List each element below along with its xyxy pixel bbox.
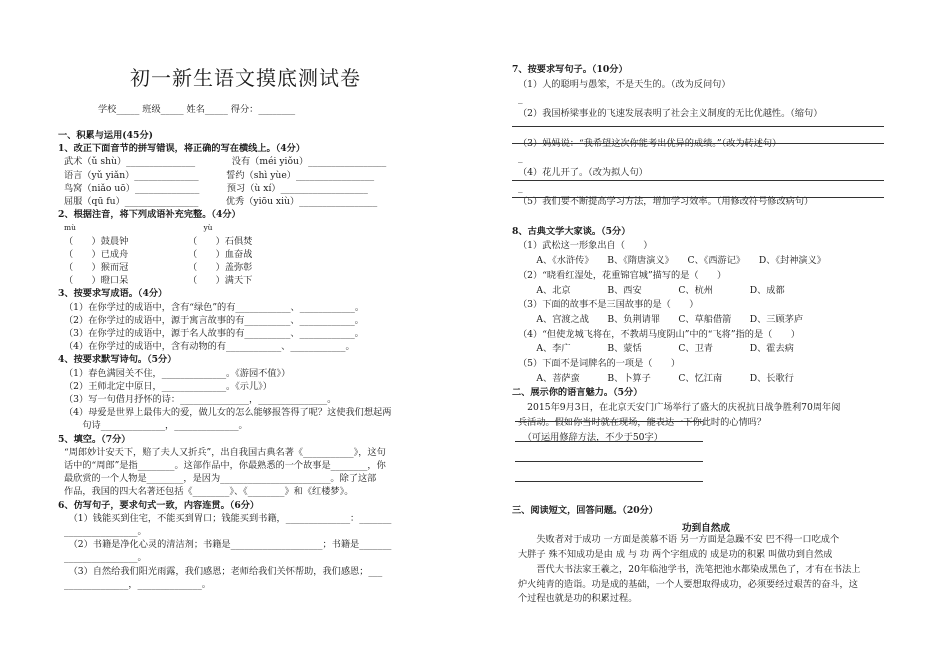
answer-line: [515, 421, 703, 422]
page-title: 初一新生语文摸底测试卷: [130, 66, 361, 90]
question-line: （2）书籍是净化心灵的清洁剂；书籍是____________________；书籍是_______: [64, 539, 392, 551]
question-line: （2）在你学过的成语中，源于寓言故事的有__________、____________。: [64, 314, 364, 326]
question-line: A、北京 B、西安 C、杭州 D、成都: [518, 284, 785, 296]
question-line: 鸟窝（niǎo uō）______________ 预习（ù xí）___________________: [64, 182, 368, 194]
question-line: 个过程也就是功的积累过程。: [518, 593, 638, 605]
question-line: 晋代大书法家王羲之，20年临池学书，洗笔把池水都染成黑色了，才有在书法上: [518, 563, 861, 575]
question-line: mù yù: [64, 223, 213, 233]
question-line: （2）我国桥梁事业的飞速发展表明了社会主义制度的无比优越性。（缩句）: [518, 108, 823, 120]
question-line: 2015年9月3日，在北京天安门广场举行了盛大的庆祝抗日战争胜利70周年阅: [518, 402, 841, 414]
question-line: 句诗______________，______________。: [64, 420, 248, 432]
question-line: （4）“但使龙城飞将在，不教胡马度阴山”中的“飞将”指的是（ ）: [518, 328, 800, 340]
question-line: （1）钱能买到住宅，不能买到胃口；钱能买到书籍，______________：_______: [64, 512, 392, 524]
question-line: （5）下面不是词牌名的一项是（ ）: [518, 358, 681, 369]
answer-line: [515, 461, 703, 462]
section-heading: 7、按要求写句子。（10分）: [512, 64, 628, 75]
question-line: 兵活动。假如你当时就在现场，能表达一下你此时的心情吗？: [518, 416, 767, 428]
question-line: 最欣赏的一个人物是________，是因为________________________。除了这部: [64, 473, 377, 485]
article-title: 功到自然成: [682, 522, 730, 534]
section-heading: 3、按要求写成语。（4分）: [58, 288, 168, 300]
question-line: 失败者对于成功 一方面是羡慕不语 另一方面是急躁不安 巴不得一口吃成个: [518, 534, 840, 546]
section-heading: 二、展示你的语言魅力。（5分）: [512, 387, 643, 399]
question-line: （1）武松这一形象出自（ ）: [518, 240, 653, 252]
question-line: 武术（ǔ shù）_______________ 没有（méi yiǒu）_________________: [64, 156, 387, 168]
question-line: （ ）瞪口呆 （ ）满天下: [64, 275, 253, 287]
question-line: （ ）猴而冠 （ ）盖弥彰: [64, 262, 253, 273]
question-line: _: [518, 93, 523, 105]
question-line: _: [518, 181, 523, 193]
answer-line: [512, 197, 884, 198]
question-line: （2）“晓看红湿处，花重锦官城”描写的是（ ）: [518, 269, 727, 281]
answer-line: [515, 441, 703, 442]
question-line: A、菩萨蛮 B、卜算子 C、忆江南 D、长歌行: [518, 372, 794, 384]
question-line: （3）写一句借月抒怀的诗：_______________，_______________。: [64, 394, 337, 405]
answer-line: [512, 180, 884, 181]
section-heading: 4、按要求默写诗句。（5分）: [58, 354, 177, 366]
question-line: 话中的“周郎”是指________。这部作品中，你最熟悉的一个故事是________，你: [64, 460, 386, 471]
question-line: （5）我们要不断提高学习方法，增加学习效率。（用修改符号修改病句）: [518, 196, 814, 208]
question-line: 语言（yǔ yiǎn）______________ 誓约（shì yùe）_________________: [64, 169, 375, 181]
question-line: （1）人的聪明与愚笨，不是天生的。（改为反问句）: [518, 78, 731, 90]
question-line: （1）春色满园关不住，______________。《游园不值》）: [64, 367, 291, 379]
question-line: ________________。: [64, 526, 147, 537]
question-line: A、李广 B、蒙恬 C、卫青 D、霍去病: [518, 343, 794, 355]
answer-line: [512, 126, 884, 127]
answer-line: [515, 481, 703, 482]
question-line: （4）母爱是世界上最伟大的爱，做儿女的怎么能够报答得了呢？这使我们想起两: [64, 407, 392, 419]
question-line: “周郎妙计安天下，赔了夫人又折兵”，出自我国古典名著《___________》，这句: [64, 446, 386, 458]
question-line: 屈服（qū fu）________________ 优秀（yiōu xiù）_________________: [64, 196, 378, 207]
question-line: （ ）已成舟 （ ）血奋战: [64, 248, 253, 260]
section-heading: 5、填空。（7分）: [58, 433, 131, 445]
question-line: A、《水浒传》 B、《隋唐演义》 C、《西游记》 D、《封神演义》: [518, 255, 826, 267]
question-line: （3）自然给我们阳光雨露，我们感恩；老师给我们关怀帮助，我们感恩；___: [64, 565, 383, 577]
question-line: A、宫渡之战 B、负荆请罪 C、草船借箭 D、三顾茅庐: [518, 313, 804, 325]
question-line: （可运用修辞方法，不少于50字）: [518, 431, 663, 443]
question-line: （3）在你学过的成语中，源于名人故事的有__________、____________。: [64, 328, 364, 339]
section-heading: 8、古典文学大家谈。（5分）: [512, 225, 631, 237]
answer-line: [512, 143, 884, 144]
section-heading: 2、根据注音，将下列成语补充完整。（4分）: [58, 209, 241, 221]
question-line: （3）妈妈说：“我希望这次你能考出优异的成绩。”（改为转述句）: [518, 137, 782, 149]
question-line: （4）花儿开了。（改为拟人句）: [518, 166, 648, 178]
question-line: （2）王师北定中原日，______________。《示儿》）: [64, 380, 272, 392]
section-heading: 6、仿写句子，要求句式一致，内容连贯。（6分）: [58, 499, 260, 511]
question-line: _: [518, 152, 523, 164]
header-info: 学校_____ 班级_____ 姓名_____ 得分：________: [98, 104, 296, 115]
section-heading: 一、积累与运用(45分): [58, 130, 153, 141]
question-line: 大胖子 殊不知成功是由 成 与 功 两个字组成的 成是功的积累 叫做功到自然成: [518, 549, 833, 561]
question-line: （ ）鼓晨钟 （ ）石俱焚: [64, 235, 253, 247]
question-line: （4）在你学过的成语中，含有动物的有____________、____________。: [64, 341, 355, 353]
section-heading: 1、改正下面音节的拼写错误，将正确的写在横线上。（4分）: [58, 143, 306, 155]
section-heading: 三、阅读短文，回答问题。（20分）: [512, 505, 658, 516]
question-line: 炉火纯青的造诣。功是成的基础，一个人要想取得成功，必须要经过艰苦的奋斗，这: [518, 578, 858, 590]
question-line: 作品，我国的四大名著还包括《________》、《________》和《红楼梦》。: [64, 486, 354, 498]
question-line: ______________，______________。: [64, 578, 211, 590]
question-line: （3）下面的故事不是三国故事的是（ ）: [518, 299, 699, 311]
question-line: （1）在你学过的成语中，含有“绿色”的有____________、____________。: [64, 301, 365, 313]
question-line: ________________。: [64, 552, 147, 564]
